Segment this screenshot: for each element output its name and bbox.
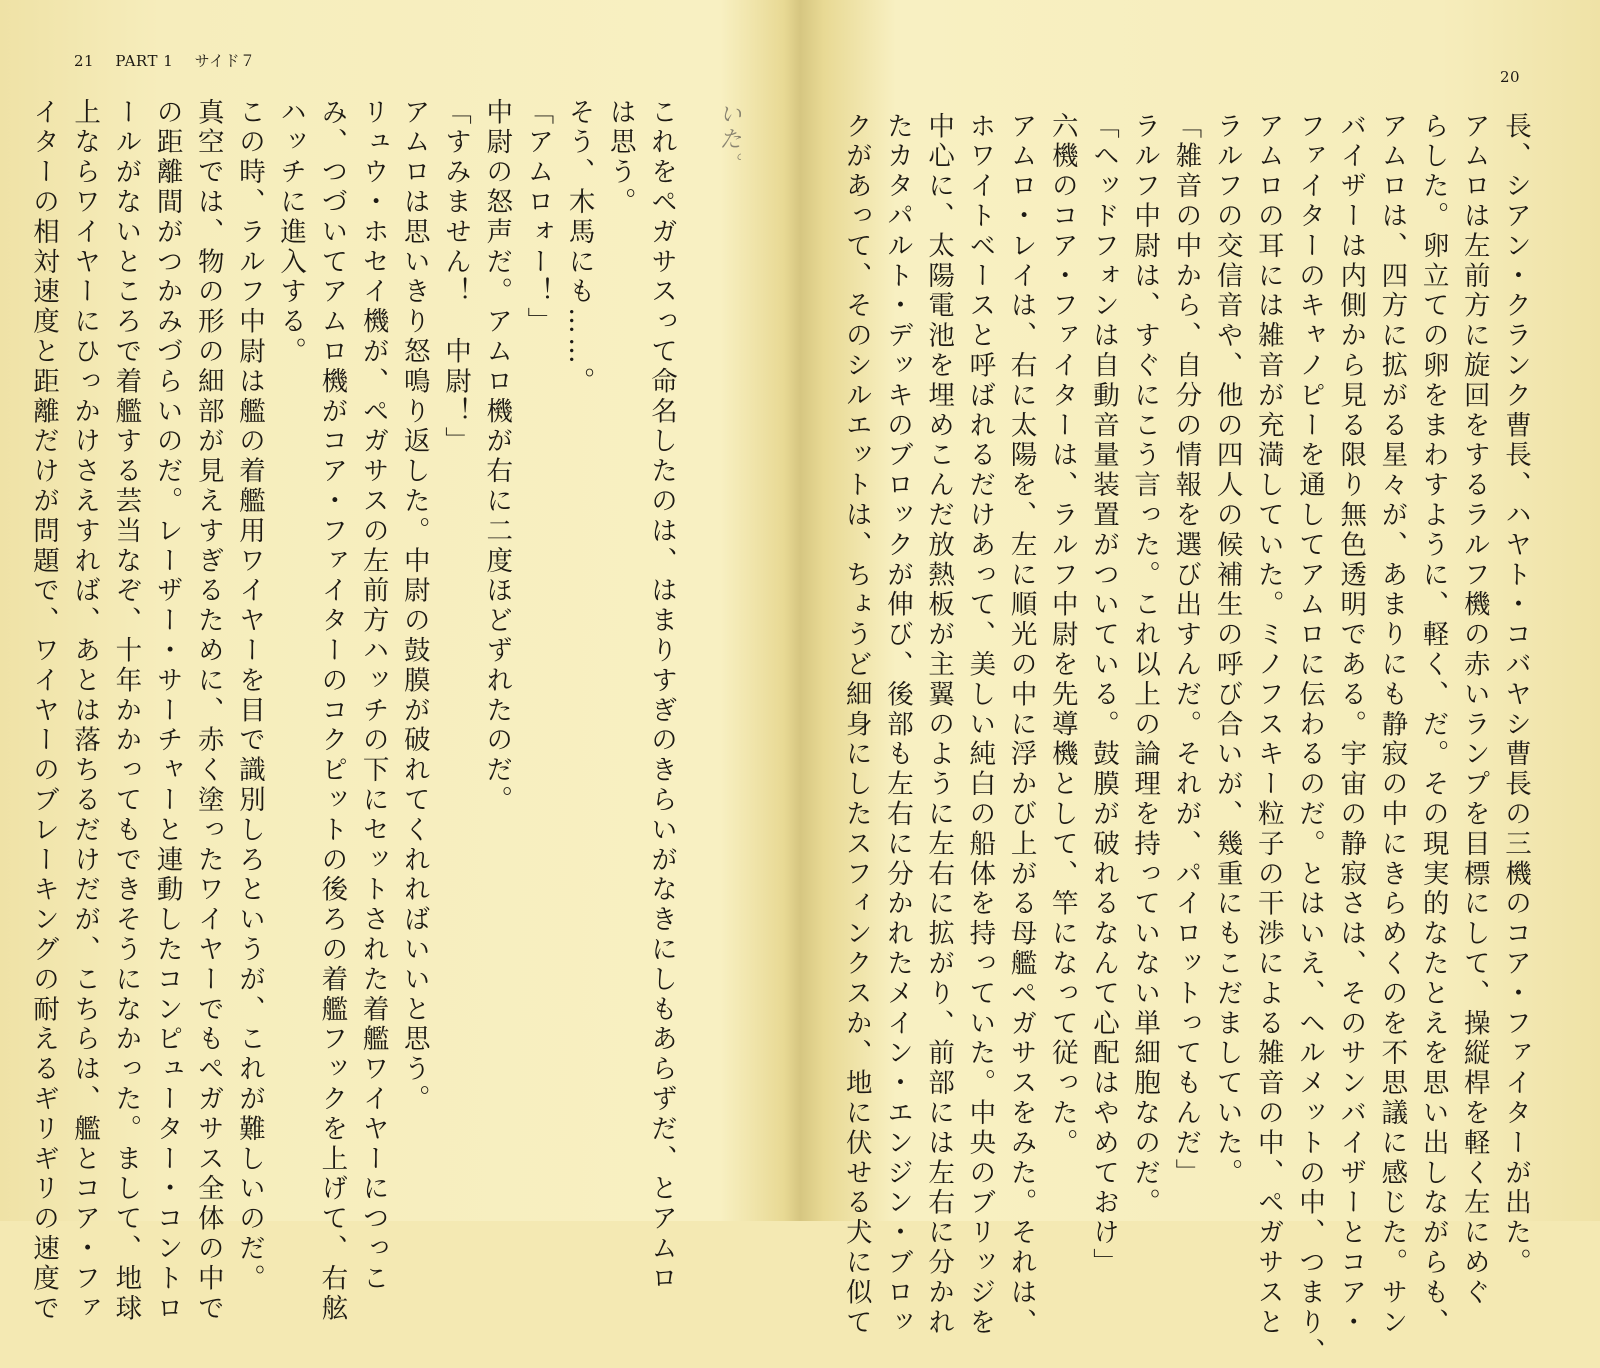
right-page-number: 20 xyxy=(1500,68,1521,86)
text-line: み、つづいてアムロ機がコア・ファイターのコクピットの後ろの着艦フックを上げて、右舷 xyxy=(316,98,348,1324)
text-line: リュウ・ホセイ機が、ペガサスの左前方ハッチの下にセットされた着艦ワイヤーにつっこ xyxy=(357,98,389,1294)
handwritten-note: いた。 xyxy=(715,102,741,177)
chapter-label: サイド７ xyxy=(194,52,256,70)
text-line: ラルフ中尉は、すぐにこう言った。これ以上の論理を持っていない単細胞なのだ。 xyxy=(1129,112,1161,1219)
text-line: たカタパルト・デッキのブロックが伸び、後部も左右に分かれたメイン・エンジン・ブロッ xyxy=(881,112,913,1338)
text-line: 真空では、物の形の細部が見えすぎるために、赤く塗ったワイヤーでもペガサス全体の中で xyxy=(192,98,224,1324)
text-line: ファイターのキャノピーを通してアムロに伝わるのだ。とはいえ、ヘルメットの中、つまり、 xyxy=(1293,112,1325,1368)
text-line: らした。卵立ての卵をまわすように、軽く、だ。その現実的なたとえを思い出しながらも、 xyxy=(1417,112,1449,1338)
text-line: 「ヘッドフォンは自動音量装置がついている。鼓膜が破れるなんて心配はやめておけ」 xyxy=(1087,112,1119,1279)
text-line: ホワイトベースと呼ばれるだけあって、美しい純白の船体を持っていた。中央のブリッジを xyxy=(964,112,996,1338)
text-line: バイザーは内側から見る限り無色透明である。宇宙の静寂さは、そのサンバイザーとコア・ xyxy=(1335,112,1367,1338)
text-line: は思う。 xyxy=(604,98,636,218)
text-line: 中心に、太陽電池を埋めこんだ放熱板が主翼のように左右に拡がり、前部には左右に分かれ xyxy=(923,112,955,1338)
text-line: 「雑音の中から、自分の情報を選び出すんだ。それが、パイロットってもんだ」 xyxy=(1170,112,1202,1189)
text-line: 上ならワイヤーにひっかけさえすれば、あとは落ちるだけだが、こちらは、艦とコア・ファ xyxy=(69,98,101,1324)
text-line: アムロ・レイは、右に太陽を、左に順光の中に浮かび上がる母艦ペガサスをみた。それは、 xyxy=(1005,112,1037,1338)
text-line: の距離間がつかみづらいのだ。レーザー・サーチャーと連動したコンピューター・コントロ xyxy=(151,98,183,1324)
left-page-number: 21 xyxy=(74,52,95,70)
text-line: ラルフの交信音や、他の四人の候補生の呼び合いが、幾重にもこだましていた。 xyxy=(1211,112,1243,1189)
part-label: PART 1 xyxy=(115,52,174,70)
left-page xyxy=(0,0,800,1324)
text-line: 中尉の怒声だ。アムロ機が右に二度ほどずれたのだ。 xyxy=(481,98,513,816)
left-page-text xyxy=(23,98,682,1324)
text-line: アムロは思いきり怒鳴り返した。中尉の鼓膜が破れてくれればいいと思う。 xyxy=(398,98,430,1115)
right-page-header xyxy=(1500,68,1520,86)
text-line: イターの相対速度と距離だけが問題で、ワイヤーのブレーキングの耐えるギリギリの速度で xyxy=(27,98,59,1324)
text-line: これをペガサスって命名したのは、はまりすぎのきらいがなきにしもあらずだ、とアムロ xyxy=(646,98,677,1294)
text-line: 「すみません！ 中尉！」 xyxy=(439,98,471,457)
text-line: アムロの耳には雑音が充満していた。ミノフスキー粒子の干渉による雑音の中、ペガサスと xyxy=(1252,112,1284,1338)
text-line: 六機のコア・ファイターは、ラルフ中尉を先導機として、竿になって従った。 xyxy=(1046,112,1078,1159)
text-line: 「アムロォー！」 xyxy=(522,98,554,338)
right-page-text xyxy=(836,112,1536,1368)
text-line: この時、ラルフ中尉は艦の着艦用ワイヤーを目で識別しろというが、これが難しいのだ。 xyxy=(233,98,265,1294)
text-line: 長、シアン・クランク曹長、ハヤト・コバヤシ曹長の三機のコア・ファイターが出た。 xyxy=(1500,112,1531,1279)
text-line: そう、木馬にも……。 xyxy=(563,98,595,397)
text-line: クがあって、そのシルエットは、ちょうど細身にしたスフィンクスか、地に伏せる犬に似て xyxy=(840,112,872,1338)
text-line: アムロは、四方に拡がる星々が、あまりにも静寂の中にきらめくのを不思議に感じた。サン xyxy=(1376,112,1408,1338)
text-line: ハッチに進入する。 xyxy=(275,98,307,368)
right-page xyxy=(800,0,1600,1368)
text-line: ールがないところで着艦する芸当なぞ、十年かかってもできそうになかった。まして、地球 xyxy=(110,98,142,1324)
text-line: アムロは左前方に旋回をするラルフ機の赤いランプを目標にして、操縦桿を軽く左にめぐ xyxy=(1458,112,1490,1308)
left-page-header xyxy=(74,50,272,71)
